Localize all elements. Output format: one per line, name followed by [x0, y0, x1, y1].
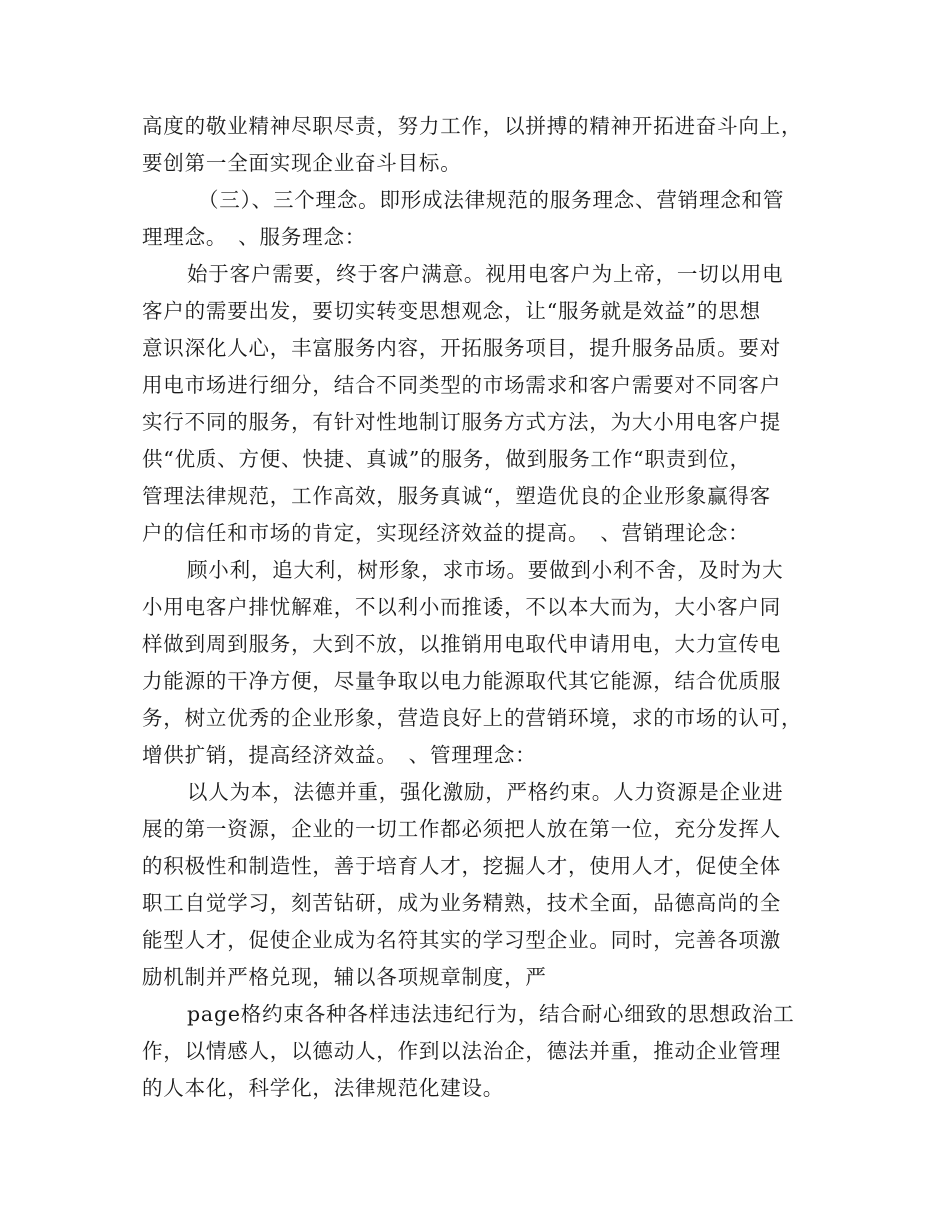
text-line: 务，树立优秀的企业形象，营造良好上的营销环境，求的市场的认可，	[142, 706, 803, 730]
text-line: 作，以情感人，以德动人，作到以法治企，德法并重，推动企业管理	[142, 1039, 781, 1063]
text-line: 理理念。 、服务理念：	[142, 225, 367, 249]
paragraph-start-line: 始于客户需要，终于客户满意。视用电客户为上帝，一切以用电	[187, 262, 784, 286]
text-line: 户的信任和市场的肯定，实现经济效益的提高。 、营销理论念：	[142, 521, 750, 545]
text-line: 增供扩销，提高经济效益。 、管理理念：	[142, 743, 537, 767]
text-line: 高度的敬业精神尽职尽责，努力工作，以拼搏的精神开拓进奋斗向上，	[142, 114, 803, 138]
text-line: 职工自觉学习，刻苦钻研，成为业务精熟，技术全面，品德高尚的全	[142, 891, 781, 915]
text-line: 的积极性和制造性，善于培育人才，挖掘人才，使用人才，促使全体	[142, 854, 781, 878]
text-line: 样做到周到服务，大到不放，以推销用电取代申请用电，大力宣传电	[142, 632, 781, 656]
text-line: 意识深化人心，丰富服务内容，开拓服务项目，提升服务品质。要对	[142, 336, 781, 360]
paragraph-start-line: 顾小利，追大利，树形象，求市场。要做到小利不舍，及时为大	[187, 558, 784, 582]
document-body	[142, 108, 812, 1107]
paragraph-start-line: 以人为本，法德并重，强化激励，严格约束。人力资源是企业进	[187, 780, 784, 804]
text-line: 要创第一全面实现企业奋斗目标。	[142, 151, 462, 175]
text-line: 励机制并严格兑现，辅以各项规章制度，严	[142, 965, 547, 989]
text-line: 客户的需要出发，要切实转变思想观念，让“服务就是效益”的思想	[142, 299, 761, 323]
text-line: 力能源的干净方便，尽量争取以电力能源取代其它能源，结合优质服	[142, 669, 781, 693]
text-line: 能型人才，促使企业成为名符其实的学习型企业。同时，完善各项激	[142, 928, 781, 952]
paragraph-start-line: page格约束各种各样违法违纪行为，结合耐心细致的思想政治工	[187, 1002, 795, 1026]
text-line: 展的第一资源，企业的一切工作都必须把人放在第一位，充分发挥人	[142, 817, 781, 841]
text-line: 小用电客户排忧解难，不以利小而推诿，不以本大而为，大小客户同	[142, 595, 781, 619]
text-line: 供“优质、方便、快捷、真诚”的服务，做到服务工作“职责到位，	[142, 447, 751, 471]
text-line: 管理法律规范，工作高效，服务真诚“，塑造优良的企业形象赢得客	[142, 484, 771, 508]
text-line: 用电市场进行细分，结合不同类型的市场需求和客户需要对不同客户	[142, 373, 781, 397]
text-line: 的人本化，科学化，法律规范化建设。	[142, 1076, 505, 1100]
text-line: 实行不同的服务，有针对性地制订服务方式方法，为大小用电客户提	[142, 410, 781, 434]
section-heading-line: （三）、三个理念。即形成法律规范的服务理念、营销理念和管	[198, 188, 785, 212]
